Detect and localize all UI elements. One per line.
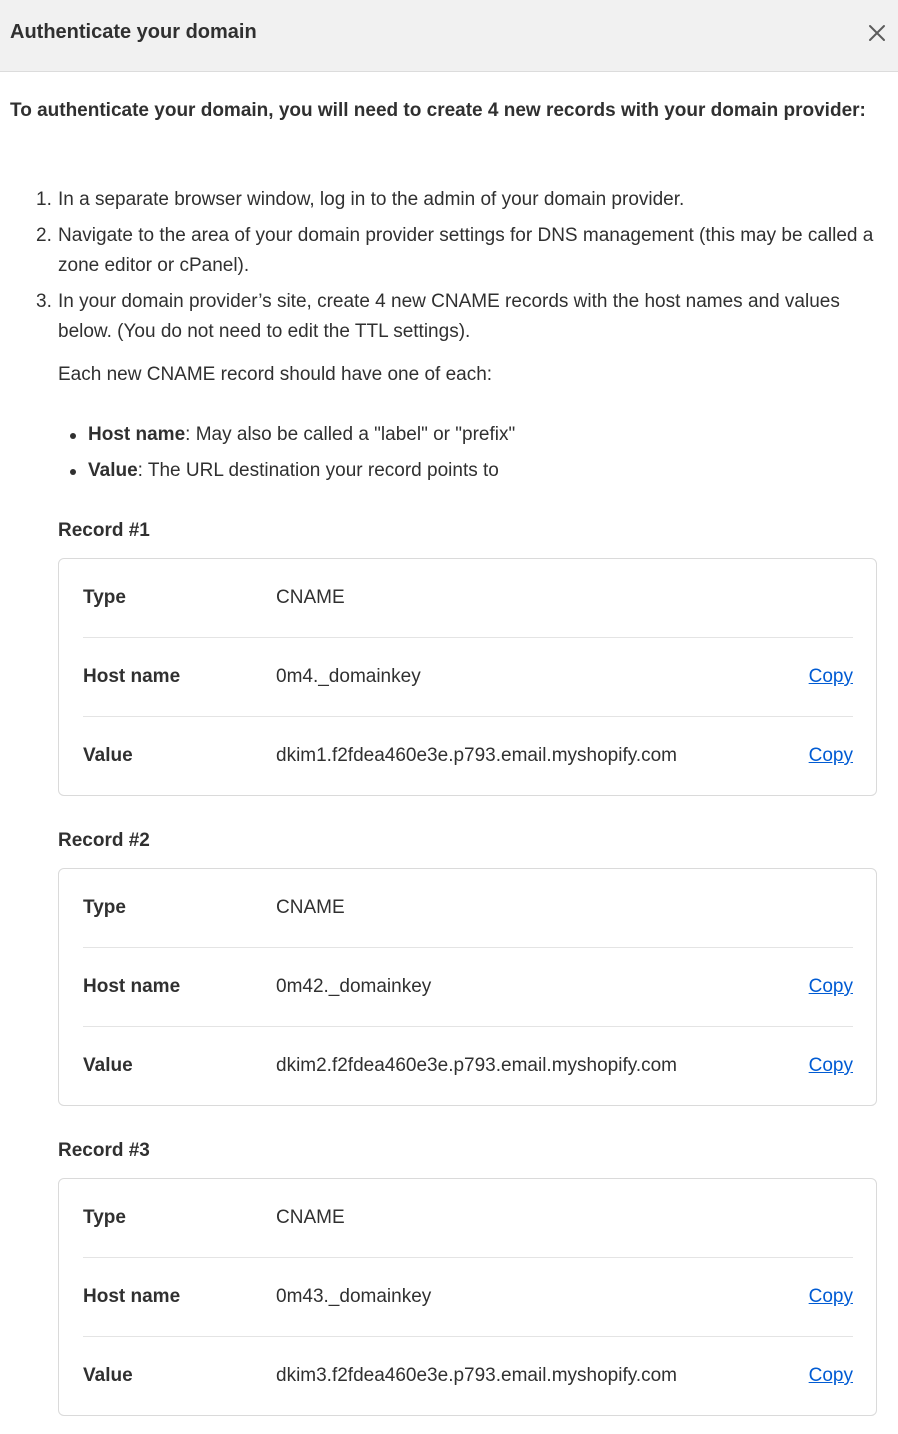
step-text: In your domain provider’s site, create 4 new CNAME records with the host names and values below. (You do not need to edit the TTL settings). bbox=[58, 291, 840, 342]
record-row-host bbox=[83, 948, 853, 1027]
value-value: dkim1.f2fdea460e3e.p793.email.myshopify.com bbox=[276, 745, 677, 766]
step-number: 1. bbox=[36, 189, 52, 210]
step-item bbox=[36, 221, 886, 281]
copy-value-button[interactable]: Copy bbox=[808, 1365, 853, 1386]
value-label: Value bbox=[83, 1055, 133, 1076]
host-value: 0m43._domainkey bbox=[276, 1286, 432, 1307]
type-label: Type bbox=[83, 897, 126, 918]
record-1-title: Record #1 bbox=[58, 520, 150, 541]
record-row-host bbox=[83, 638, 853, 717]
step-number: 2. bbox=[36, 225, 52, 246]
step-text: In a separate browser window, log in to the admin of your domain provider. bbox=[58, 189, 685, 210]
intro-text: To authenticate your domain, you will need to create 4 new records with your domain provider: bbox=[10, 100, 866, 121]
bullet-term: Host name bbox=[88, 424, 186, 445]
step-item bbox=[36, 185, 886, 215]
bullet-dot bbox=[70, 433, 76, 439]
bullet-item bbox=[70, 456, 515, 486]
host-value: 0m42._domainkey bbox=[276, 976, 432, 997]
copy-host-button[interactable]: Copy bbox=[808, 1286, 853, 1307]
bullet-desc: : May also be called a "label" or "prefix" bbox=[185, 424, 516, 445]
record-fields-list bbox=[70, 420, 515, 492]
value-value: dkim2.f2fdea460e3e.p793.email.myshopify.com bbox=[276, 1055, 677, 1076]
copy-value-button[interactable]: Copy bbox=[808, 1055, 853, 1076]
record-row-type bbox=[83, 559, 853, 638]
type-label: Type bbox=[83, 1207, 126, 1228]
modal-header bbox=[0, 0, 898, 72]
value-label: Value bbox=[83, 1365, 133, 1386]
type-value: CNAME bbox=[276, 587, 345, 608]
record-1-card bbox=[58, 558, 877, 796]
copy-host-button[interactable]: Copy bbox=[808, 976, 853, 997]
copy-host-button[interactable]: Copy bbox=[808, 666, 853, 687]
bullet-term: Value bbox=[88, 460, 138, 481]
steps-list bbox=[36, 185, 886, 353]
record-3-card bbox=[58, 1178, 877, 1416]
modal-title: Authenticate your domain bbox=[10, 21, 257, 43]
host-label: Host name bbox=[83, 976, 181, 997]
type-value: CNAME bbox=[276, 1207, 345, 1228]
step-text: Navigate to the area of your domain provider settings for DNS management (this may be called a zone editor or cPanel). bbox=[58, 225, 874, 276]
value-value: dkim3.f2fdea460e3e.p793.email.myshopify.com bbox=[276, 1365, 677, 1386]
record-3-title: Record #3 bbox=[58, 1140, 150, 1161]
record-row-value bbox=[83, 1027, 853, 1106]
copy-value-button[interactable]: Copy bbox=[808, 745, 853, 766]
record-row-type bbox=[83, 869, 853, 948]
record-2-card bbox=[58, 868, 877, 1106]
record-row-type bbox=[83, 1179, 853, 1258]
step-number: 3. bbox=[36, 291, 52, 312]
bullet-desc: : The URL destination your record points to bbox=[137, 460, 499, 481]
bullet-dot bbox=[70, 469, 76, 475]
close-icon[interactable] bbox=[864, 20, 890, 46]
value-label: Value bbox=[83, 745, 133, 766]
bullet-item bbox=[70, 420, 515, 450]
host-value: 0m4._domainkey bbox=[276, 666, 421, 687]
record-note: Each new CNAME record should have one of each: bbox=[58, 364, 493, 385]
type-value: CNAME bbox=[276, 897, 345, 918]
host-label: Host name bbox=[83, 666, 181, 687]
host-label: Host name bbox=[83, 1286, 181, 1307]
step-item bbox=[36, 287, 886, 347]
record-row-value bbox=[83, 717, 853, 796]
record-2-title: Record #2 bbox=[58, 830, 150, 851]
type-label: Type bbox=[83, 587, 126, 608]
record-row-value bbox=[83, 1337, 853, 1416]
record-row-host bbox=[83, 1258, 853, 1337]
